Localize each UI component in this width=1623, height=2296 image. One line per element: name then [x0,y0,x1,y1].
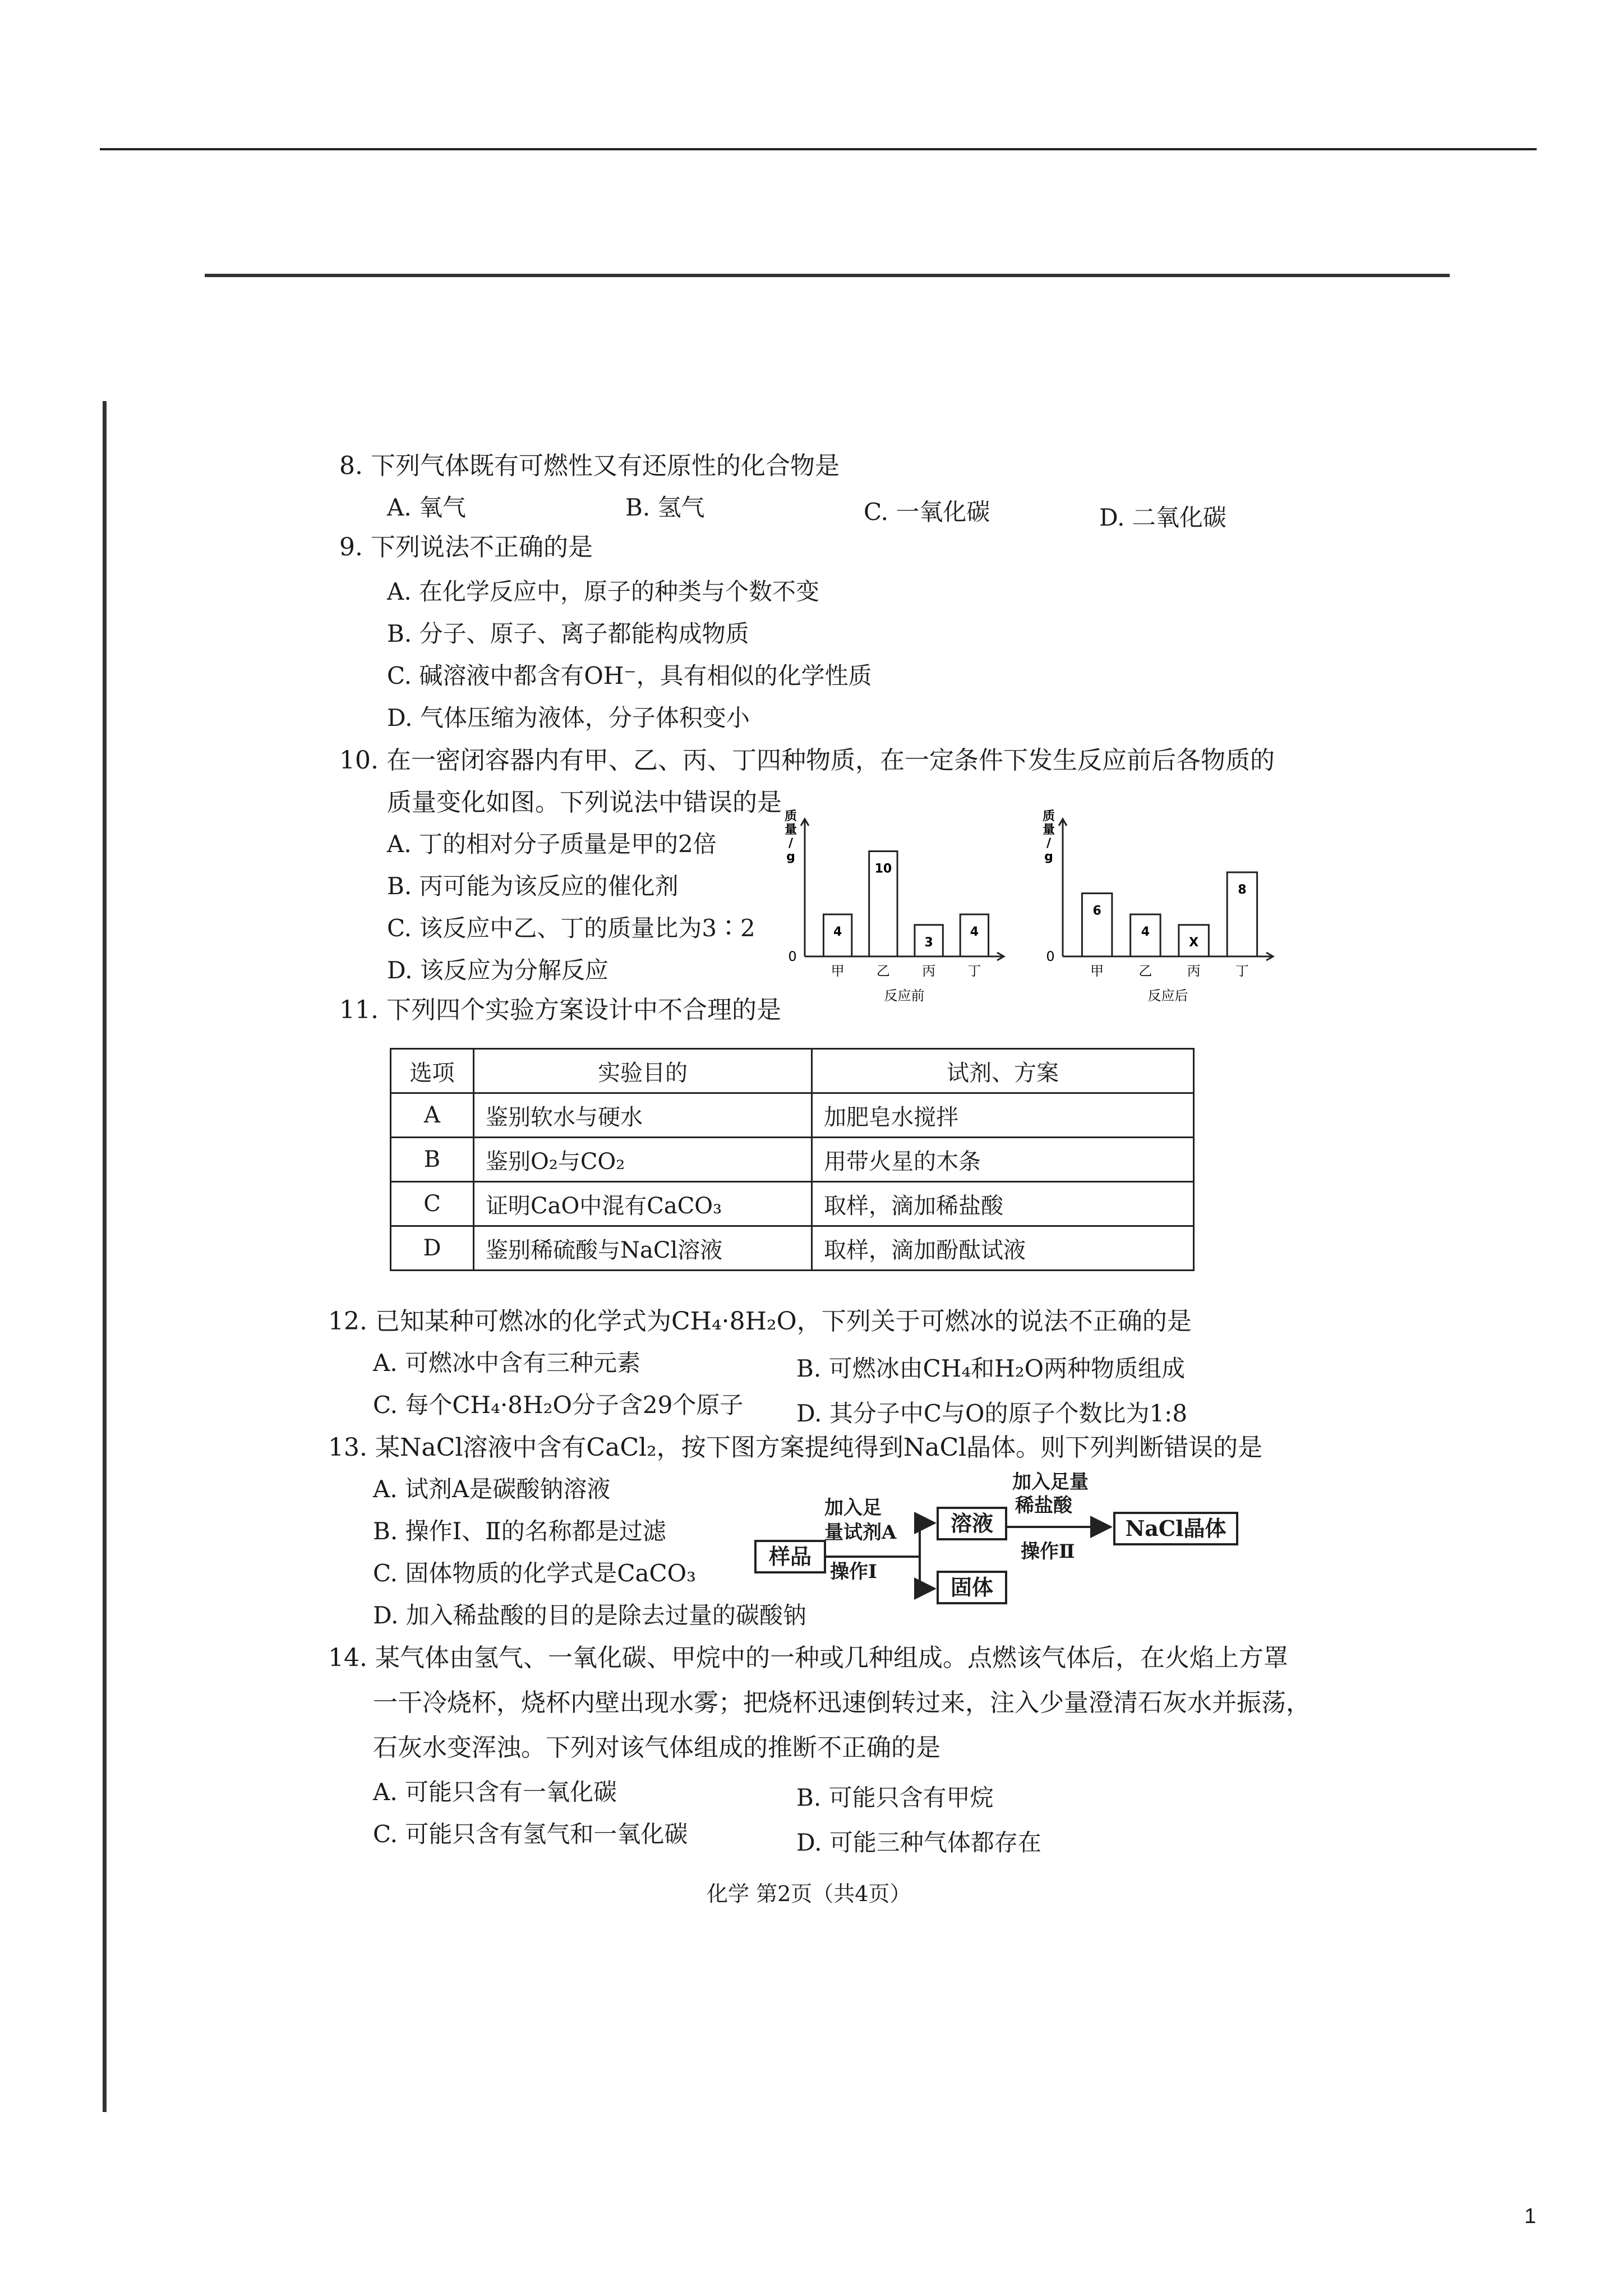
question-13-stem: 13. 某NaCl溶液中含有CaCl₂，按下图方案提纯得到NaCl晶体。则下列判断错误的是 [328,1433,1263,1462]
x-tick-label: 甲 [1090,963,1104,979]
table-header-row [391,1049,1194,1093]
question-10-stem: 10. 在一密闭容器内有甲、乙、丙、丁四种物质，在一定条件下发生反应前后各物质的 [339,746,1275,775]
y-axis-label-char: g [1044,850,1053,864]
flow-step2-op: 操作Ⅱ [1021,1540,1075,1563]
table-cell: D [391,1226,474,1271]
flow-step2-label-mid: 稀盐酸 [1015,1494,1072,1517]
x-tick-label: 丙 [1187,963,1201,979]
question-8-option-b: B. 氢气 [625,494,705,521]
table-header-method: 试剂、方案 [812,1049,1194,1093]
x-tick-label: 甲 [831,963,845,979]
question-8-option-a: A. 氧气 [387,494,467,521]
left-margin-line [103,401,107,2112]
x-tick-label: 丙 [922,963,936,979]
table-cell: 取样，滴加稀盐酸 [812,1182,1194,1226]
chart-caption: 反应后 [1147,988,1188,1004]
flow-step1-label-top: 加入足 [824,1497,882,1519]
flow-step1-op: 操作Ⅰ [830,1561,877,1583]
question-13-option-d: D. 加入稀盐酸的目的是除去过量的碳酸钠 [373,1602,806,1629]
page-number: 1 [1524,2205,1537,2228]
question-9-option-c: C. 碱溶液中都含有OH⁻，具有相似的化学性质 [387,662,872,689]
question-14-option-d: D. 可能三种气体都存在 [796,1829,1041,1856]
question-8-option-d: D. 二氧化碳 [1099,504,1227,531]
origin-label: 0 [788,949,797,964]
chart-caption: 反应前 [884,988,925,1004]
x-tick-label: 乙 [876,963,890,979]
flow-solid-box: 固体 [937,1571,1007,1604]
question-14-option-a: A. 可能只含有一氧化碳 [373,1778,617,1806]
y-axis-label-char: / [1046,836,1052,850]
experiment-table [390,1048,1195,1271]
question-12-option-a: A. 可燃冰中含有三种元素 [373,1349,641,1377]
table-cell: 加肥皂水搅拌 [812,1093,1194,1138]
question-9-option-b: B. 分子、原子、离子都能构成物质 [387,620,749,647]
flow-step1-label-mid: 量试剂A [824,1521,897,1544]
bar-value-label: 4 [833,925,842,939]
scan-rule [205,274,1450,277]
flow-sample-box: 样品 [754,1540,826,1573]
table-cell: B [391,1138,474,1182]
table-cell: 证明CaO中混有CaCO₃ [474,1182,812,1226]
y-axis-label-char: 质 [784,809,797,823]
question-11-stem: 11. 下列四个实验方案设计中不合理的是 [339,996,781,1024]
question-12-option-c: C. 每个CH₄·8H₂O分子含29个原子 [373,1391,744,1419]
x-tick-label: 丁 [1235,963,1249,979]
flow-solution-box: 溶液 [937,1507,1007,1540]
question-12-stem: 12. 已知某种可燃冰的化学式为CH₄·8H₂O，下列关于可燃冰的说法不正确的是 [328,1307,1192,1336]
y-axis-label-char: 量 [1042,823,1055,837]
question-10-option-b: B. 丙可能为该反应的催化剂 [387,872,679,900]
question-9-option-a: A. 在化学反应中，原子的种类与个数不变 [387,578,820,605]
origin-label: 0 [1046,949,1055,964]
table-cell: 用带火星的木条 [812,1138,1194,1182]
table-row [391,1226,1194,1271]
table-cell: 鉴别稀硫酸与NaCl溶液 [474,1226,812,1271]
x-tick-label: 丁 [967,963,981,979]
y-axis-label-char: / [788,836,794,850]
y-axis-label [785,809,797,864]
table-cell: A [391,1093,474,1138]
question-14-stem-line3: 石灰水变浑浊。下列对该气体组成的推断不正确的是 [373,1733,940,1762]
table-cell: 鉴别O₂与CO₂ [474,1138,812,1182]
table-row [391,1138,1194,1182]
flow-step2-label-top: 加入足量 [1012,1471,1089,1493]
y-axis-label-char: g [786,850,795,864]
question-10-option-a: A. 丁的相对分子质量是甲的2倍 [387,830,717,858]
flow-arrows [751,1458,1256,1627]
table-row [391,1093,1194,1138]
y-axis-label [1043,809,1055,864]
question-12-option-b: B. 可燃冰由CH₄和H₂O两种物质组成 [796,1355,1186,1382]
question-12-option-d: D. 其分子中C与O的原子个数比为1:8 [796,1400,1188,1427]
bar-value-label: 8 [1238,883,1247,897]
question-8-option-c: C. 一氧化碳 [864,498,990,526]
table-row [391,1182,1194,1226]
header-rule [100,148,1537,150]
question-14-option-b: B. 可能只含有甲烷 [796,1784,994,1811]
question-13-option-a: A. 试剂A是碳酸钠溶液 [373,1475,611,1503]
question-10-stem-line2: 质量变化如图。下列说法中错误的是 [387,788,782,817]
question-8-stem: 8. 下列气体既有可燃性又有还原性的化合物是 [339,452,840,480]
page-footer: 化学 第2页（共4页） [707,1881,911,1906]
bar-value-label: X [1189,935,1199,950]
table-cell: C [391,1182,474,1226]
bar-value-label: 6 [1092,904,1101,918]
chart-after-reaction [1032,802,1279,1004]
bar-value-label: 4 [1141,925,1150,939]
question-13-option-b: B. 操作Ⅰ、Ⅱ的名称都是过滤 [373,1517,666,1545]
question-10-option-c: C. 该反应中乙、丁的质量比为3∶2 [387,914,755,942]
question-9-option-d: D. 气体压缩为液体，分子体积变小 [387,704,750,731]
question-14-option-c: C. 可能只含有氢气和一氧化碳 [373,1820,688,1848]
table-header-purpose: 实验目的 [474,1049,812,1093]
table-cell: 鉴别软水与硬水 [474,1093,812,1138]
table-cell: 取样，滴加酚酞试液 [812,1226,1194,1271]
table-header-option: 选项 [391,1049,474,1093]
bar-value-label: 3 [924,935,933,950]
bar [1082,894,1112,957]
chart-before-reaction [774,802,1009,1004]
question-14-stem-line2: 一干冷烧杯，烧杯内壁出现水雾；把烧杯迅速倒转过来，注入少量澄清石灰水并振荡， [373,1688,1311,1717]
bar-value-label: 10 [874,862,892,876]
y-axis-label-char: 质 [1042,809,1055,823]
question-13-option-c: C. 固体物质的化学式是CaCO₃ [373,1559,696,1587]
bar-value-label: 4 [970,925,979,939]
question-10-option-d: D. 该反应为分解反应 [387,956,608,984]
question-9-stem: 9. 下列说法不正确的是 [339,533,593,562]
x-tick-label: 乙 [1138,963,1152,979]
flow-product-box: NaCl晶体 [1113,1512,1238,1545]
y-axis-label-char: 量 [784,823,797,837]
question-14-stem-line1: 14. 某气体由氢气、一氧化碳、甲烷中的一种或几种组成。点燃该气体后，在火焰上方罩 [328,1644,1288,1672]
